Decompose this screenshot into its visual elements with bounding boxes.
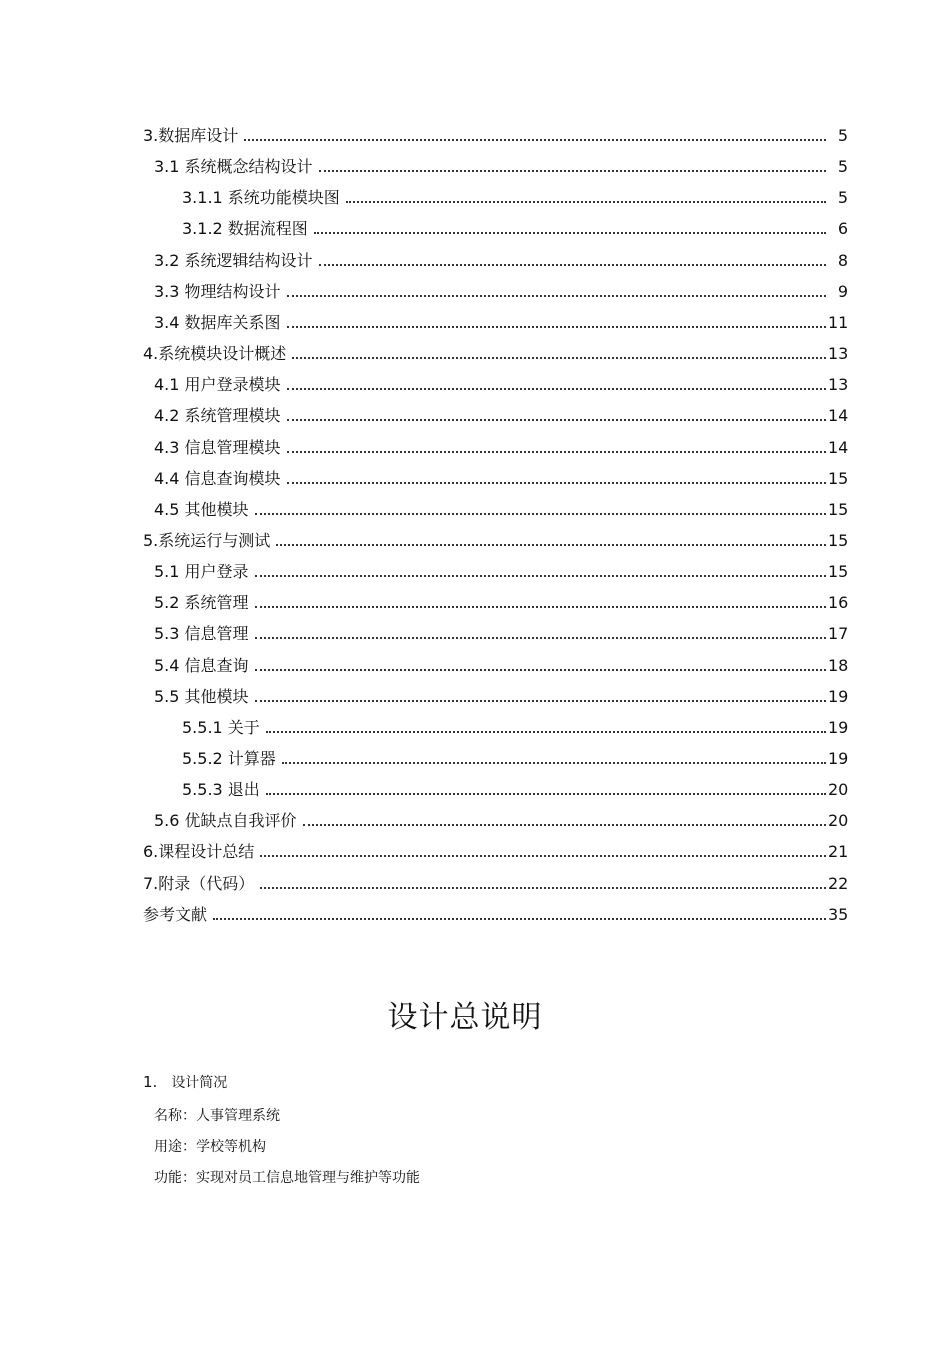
toc-entry[interactable] — [182, 714, 848, 738]
toc-entry-label: 3.2 系统逻辑结构设计 — [154, 251, 313, 270]
toc-entry-label: 5.系统运行与测试 — [143, 531, 271, 550]
toc-entry-page: 6 — [837, 219, 848, 238]
toc-entry[interactable] — [154, 589, 848, 613]
toc-dot-leader — [314, 231, 826, 234]
overview-heading-number: 1. — [143, 1073, 158, 1091]
section-title: 设计总说明 — [387, 1000, 543, 1035]
toc-entry[interactable] — [182, 184, 848, 208]
toc-entry-page: 19 — [828, 749, 849, 768]
toc-entry-page: 14 — [828, 406, 849, 425]
toc-entry[interactable] — [143, 901, 848, 925]
toc-entry-page: 19 — [828, 687, 849, 706]
toc-entry[interactable] — [182, 776, 848, 800]
toc-entry-page: 8 — [837, 251, 848, 270]
toc-entry-label: 5.2 系统管理 — [154, 593, 249, 612]
toc-entry-label: 参考文献 — [143, 905, 208, 924]
toc-entry-page: 20 — [828, 811, 849, 830]
overview-line-usage: 用途：学校等机构 — [154, 1139, 266, 1155]
toc-entry-label: 3.4 数据库关系图 — [154, 313, 281, 332]
toc-entry-label: 5.5 其他模块 — [154, 687, 249, 706]
toc-entry-label: 5.4 信息查询 — [154, 656, 249, 675]
toc-entry[interactable] — [154, 683, 848, 707]
toc-dot-leader — [255, 605, 826, 608]
toc-entry-label: 4.系统模块设计概述 — [143, 344, 287, 363]
toc-entry-label: 6.课程设计总结 — [143, 842, 255, 861]
toc-entry-page: 5 — [837, 126, 848, 145]
overview-heading-text: 设计简况 — [171, 1075, 228, 1091]
toc-entry[interactable] — [154, 620, 848, 644]
toc-dot-leader — [319, 263, 826, 266]
toc-dot-leader — [260, 886, 826, 889]
toc-entry-page: 15 — [828, 500, 849, 519]
toc-entry-page: 15 — [828, 469, 849, 488]
toc-entry-label: 3.1.1 系统功能模块图 — [182, 188, 340, 207]
toc-entry-page: 5 — [837, 188, 848, 207]
toc-entry-label: 5.1 用户登录 — [154, 562, 249, 581]
toc-dot-leader — [260, 854, 826, 857]
toc-entry[interactable] — [154, 652, 848, 676]
toc-dot-leader — [213, 917, 826, 920]
toc-entry[interactable] — [154, 558, 848, 582]
toc-entry-page: 17 — [828, 624, 849, 643]
toc-dot-leader — [346, 200, 826, 203]
toc-entry-label: 4.2 系统管理模块 — [154, 406, 281, 425]
toc-entry-page: 15 — [828, 531, 849, 550]
toc-entry[interactable] — [154, 309, 848, 333]
toc-dot-leader — [266, 730, 826, 733]
toc-dot-leader — [287, 418, 826, 421]
toc-entry[interactable] — [143, 838, 848, 862]
toc-entry-page: 20 — [828, 780, 849, 799]
toc-entry-label: 5.6 优缺点自我评价 — [154, 811, 297, 830]
toc-dot-leader — [276, 543, 826, 546]
toc-entry-page: 19 — [828, 718, 849, 737]
toc-dot-leader — [303, 823, 826, 826]
toc-entry-page: 18 — [828, 656, 849, 675]
toc-entry-page: 16 — [828, 593, 849, 612]
toc-entry-page: 21 — [828, 842, 849, 861]
overview-line-function: 功能：实现对员工信息地管理与维护等功能 — [154, 1170, 420, 1186]
toc-entry-page: 9 — [837, 282, 848, 301]
toc-dot-leader — [255, 574, 826, 577]
toc-entry[interactable] — [154, 278, 848, 302]
toc-dot-leader — [292, 356, 826, 359]
toc-entry-label: 4.4 信息查询模块 — [154, 469, 281, 488]
toc-entry-label: 3.数据库设计 — [143, 126, 239, 145]
toc-dot-leader — [255, 512, 826, 515]
toc-entry[interactable] — [182, 745, 848, 769]
toc-dot-leader — [287, 294, 826, 297]
toc-entry-page: 13 — [828, 344, 849, 363]
toc-entry-label: 4.3 信息管理模块 — [154, 438, 281, 457]
toc-entry[interactable] — [154, 496, 848, 520]
toc-dot-leader — [287, 481, 826, 484]
toc-dot-leader — [255, 636, 826, 639]
toc-entry-label: 4.1 用户登录模块 — [154, 375, 281, 394]
toc-entry[interactable] — [182, 215, 848, 239]
toc-entry-label: 7.附录（代码） — [143, 874, 255, 893]
toc-entry-page: 22 — [828, 874, 849, 893]
toc-entry-page: 14 — [828, 438, 849, 457]
toc-dot-leader — [282, 761, 826, 764]
toc-entry-label: 5.5.3 退出 — [182, 780, 260, 799]
toc-dot-leader — [255, 668, 826, 671]
toc-entry[interactable] — [154, 153, 848, 177]
toc-entry[interactable] — [154, 402, 848, 426]
toc-dot-leader — [319, 169, 826, 172]
toc-entry-label: 5.3 信息管理 — [154, 624, 249, 643]
toc-dot-leader — [287, 450, 826, 453]
toc-entry-label: 3.3 物理结构设计 — [154, 282, 281, 301]
toc-entry-page: 13 — [828, 375, 849, 394]
toc-dot-leader — [266, 792, 826, 795]
toc-entry[interactable] — [154, 247, 848, 271]
toc-entry-page: 5 — [837, 157, 848, 176]
toc-entry-label: 5.5.1 关于 — [182, 718, 260, 737]
toc-entry-page: 35 — [828, 905, 849, 924]
toc-entry-page: 15 — [828, 562, 849, 581]
toc-dot-leader — [287, 387, 826, 390]
toc-dot-leader — [255, 699, 826, 702]
toc-entry-label: 3.1.2 数据流程图 — [182, 219, 308, 238]
toc-entry[interactable] — [154, 371, 848, 395]
toc-dot-leader — [244, 138, 826, 141]
overview-line-name: 名称：人事管理系统 — [154, 1108, 280, 1124]
toc-entry[interactable] — [143, 527, 848, 551]
toc-dot-leader — [287, 325, 826, 328]
toc-entry[interactable] — [154, 807, 848, 831]
toc-entry-label: 4.5 其他模块 — [154, 500, 249, 519]
toc-entry-label: 3.1 系统概念结构设计 — [154, 157, 313, 176]
toc-entry[interactable] — [143, 340, 848, 364]
toc-entry-page: 11 — [828, 313, 849, 332]
toc-entry[interactable] — [143, 870, 848, 894]
toc-entry-label: 5.5.2 计算器 — [182, 749, 276, 768]
toc-entry[interactable] — [143, 122, 848, 146]
toc-entry[interactable] — [154, 434, 848, 458]
overview-heading — [143, 1072, 227, 1092]
toc-entry[interactable] — [154, 465, 848, 489]
